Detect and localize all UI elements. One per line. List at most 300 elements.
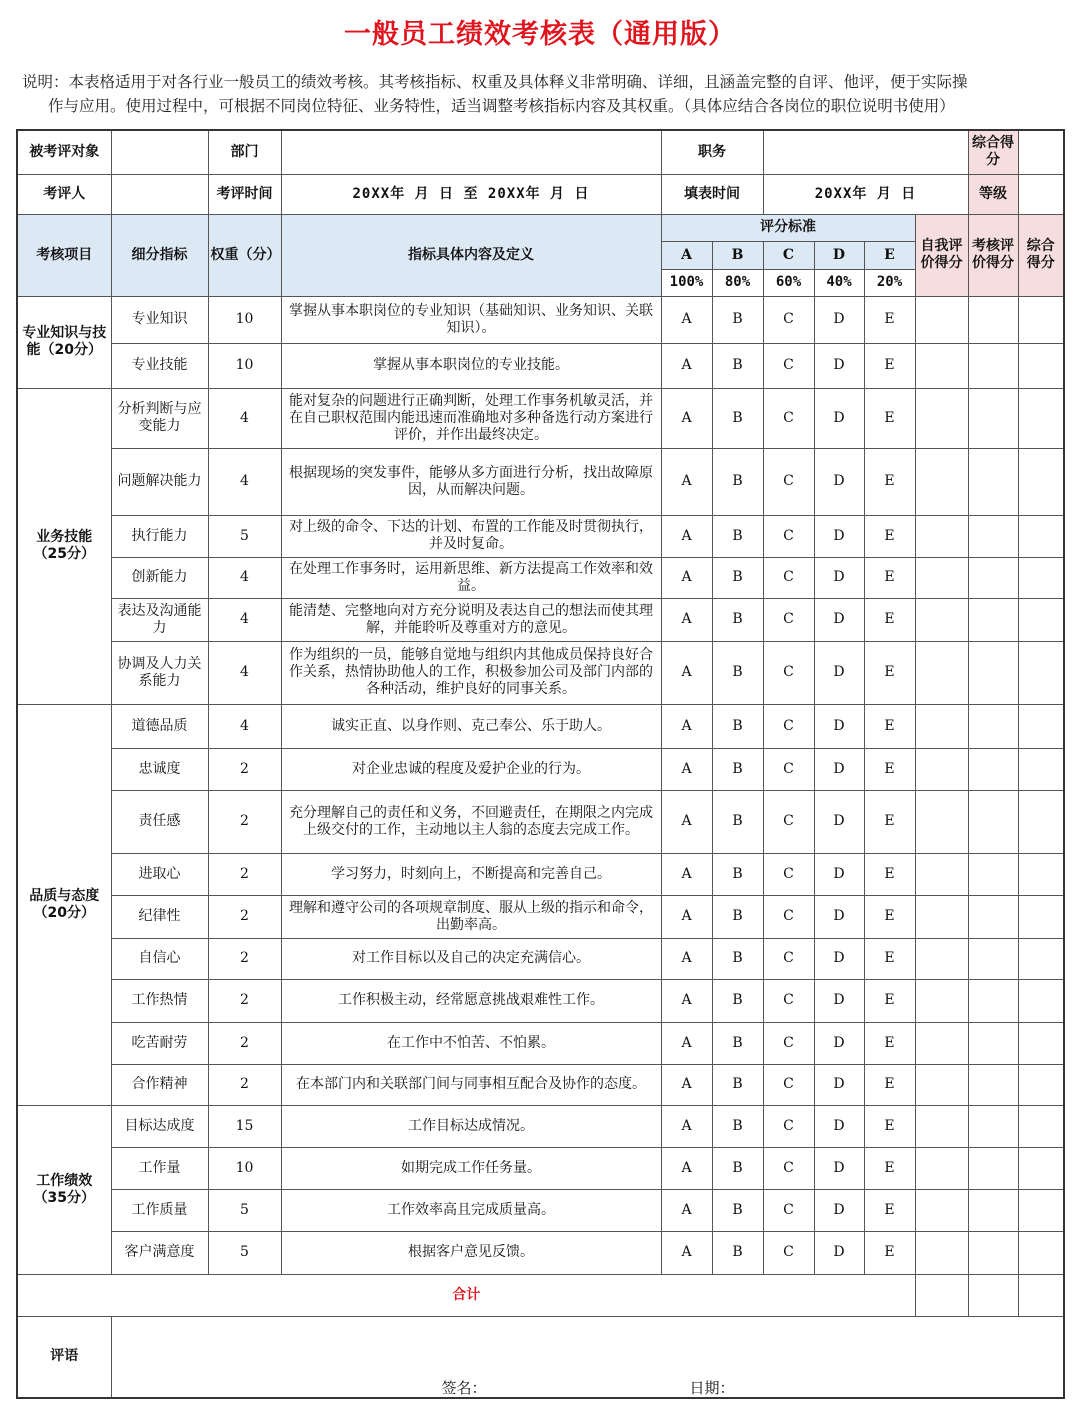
evaluator-label: 考评人 <box>17 174 111 214</box>
table-row <box>17 598 1064 641</box>
sub-indicator: 目标达成度 <box>111 1105 208 1147</box>
grade-option-e[interactable]: E <box>864 296 915 343</box>
grade-option-d[interactable]: D <box>814 343 864 388</box>
table-row <box>17 448 1064 515</box>
table-row <box>17 979 1064 1022</box>
grade-option-d[interactable]: D <box>814 1147 864 1189</box>
composite-label: 综合得分 <box>968 130 1018 174</box>
evaluator-input[interactable] <box>111 174 208 214</box>
review-score-cell[interactable] <box>968 1147 1018 1189</box>
dept-input[interactable] <box>281 130 661 174</box>
grade-option-a[interactable]: A <box>661 1064 712 1105</box>
indicator-definition: 工作目标达成情况。 <box>281 1105 661 1147</box>
indicator-definition: 在工作中不怕苦、不怕累。 <box>281 1022 661 1064</box>
table-row <box>17 790 1064 853</box>
self-score-cell[interactable] <box>915 748 968 790</box>
self-score-cell[interactable] <box>915 515 968 557</box>
total-label: 合计 <box>17 1274 915 1316</box>
header-standard: 评分标准 <box>661 214 915 241</box>
weight-value: 2 <box>208 895 281 938</box>
table-row <box>17 515 1064 557</box>
grade-option-d[interactable]: D <box>814 1189 864 1231</box>
grade-option-b[interactable]: B <box>712 448 763 515</box>
review-score-cell[interactable] <box>968 1231 1018 1274</box>
indicator-definition: 能清楚、完整地向对方充分说明及表达自己的想法而使其理解，并能聆听及尊重对方的意见。 <box>281 598 661 641</box>
composite-score-cell[interactable] <box>1018 448 1064 515</box>
composite-score-cell[interactable] <box>1018 1189 1064 1231</box>
self-score-cell[interactable] <box>915 979 968 1022</box>
table-row <box>17 1189 1064 1231</box>
grade-option-d[interactable]: D <box>814 895 864 938</box>
description-note <box>22 70 1067 118</box>
composite-score-cell[interactable] <box>1018 853 1064 895</box>
review-score-cell[interactable] <box>968 790 1018 853</box>
grade-option-a[interactable]: A <box>661 515 712 557</box>
grade-option-b[interactable]: B <box>712 1022 763 1064</box>
table-row <box>17 853 1064 895</box>
self-score-cell[interactable] <box>915 853 968 895</box>
composite-score-cell[interactable] <box>1018 598 1064 641</box>
comment-area[interactable] <box>111 1316 1064 1398</box>
sub-indicator: 协调及人力关系能力 <box>111 641 208 704</box>
review-score-cell[interactable] <box>968 1105 1018 1147</box>
header-composite: 综合得分 <box>1018 214 1064 296</box>
header-self: 自我评价得分 <box>915 214 968 296</box>
self-score-cell[interactable] <box>915 388 968 448</box>
sub-indicator: 道德品质 <box>111 704 208 748</box>
review-score-cell[interactable] <box>968 979 1018 1022</box>
composite-score-cell[interactable] <box>1018 1022 1064 1064</box>
table-row <box>17 895 1064 938</box>
category-quality-attitude: 品质与态度（20分） <box>17 704 111 1105</box>
grade-option-c[interactable]: C <box>763 790 814 853</box>
self-score-cell[interactable] <box>915 598 968 641</box>
weight-value: 2 <box>208 938 281 979</box>
grade-option-d[interactable]: D <box>814 748 864 790</box>
grade-option-d[interactable]: D <box>814 790 864 853</box>
indicator-definition: 在处理工作事务时，运用新思维、新方法提高工作效率和效益。 <box>281 557 661 598</box>
sub-indicator: 工作热情 <box>111 979 208 1022</box>
weight-value: 15 <box>208 1105 281 1147</box>
sub-indicator: 表达及沟通能力 <box>111 598 208 641</box>
table-row <box>17 641 1064 704</box>
weight-value: 2 <box>208 1064 281 1105</box>
grade-option-a[interactable]: A <box>661 704 712 748</box>
self-score-cell[interactable] <box>915 704 968 748</box>
grade-option-c[interactable]: C <box>763 598 814 641</box>
header-row-1 <box>17 214 1064 241</box>
grade-option-a[interactable]: A <box>661 1147 712 1189</box>
sub-indicator: 合作精神 <box>111 1064 208 1105</box>
self-score-cell[interactable] <box>915 1105 968 1147</box>
sub-indicator: 执行能力 <box>111 515 208 557</box>
sub-indicator: 进取心 <box>111 853 208 895</box>
grade-option-e[interactable]: E <box>864 557 915 598</box>
weight-value: 4 <box>208 388 281 448</box>
self-score-cell[interactable] <box>915 1064 968 1105</box>
grade-option-b[interactable]: B <box>712 979 763 1022</box>
target-input[interactable] <box>111 130 208 174</box>
grade-option-c[interactable]: C <box>763 388 814 448</box>
grade-input[interactable] <box>1018 174 1064 214</box>
grade-option-d[interactable]: D <box>814 598 864 641</box>
self-score-cell[interactable] <box>915 1147 968 1189</box>
grade-option-c[interactable]: C <box>763 1105 814 1147</box>
grade-option-e[interactable]: E <box>864 704 915 748</box>
composite-score-cell[interactable] <box>1018 748 1064 790</box>
self-score-cell[interactable] <box>915 1189 968 1231</box>
grade-option-c[interactable]: C <box>763 979 814 1022</box>
position-label: 职务 <box>661 130 763 174</box>
grade-option-e[interactable]: E <box>864 790 915 853</box>
grade-option-a[interactable]: A <box>661 853 712 895</box>
composite-score-cell[interactable] <box>1018 515 1064 557</box>
grade-option-b[interactable]: B <box>712 790 763 853</box>
grade-option-b[interactable]: B <box>712 704 763 748</box>
composite-score-cell[interactable] <box>1018 790 1064 853</box>
grade-option-c[interactable]: C <box>763 704 814 748</box>
sub-indicator: 问题解决能力 <box>111 448 208 515</box>
composite-input[interactable] <box>1018 130 1064 174</box>
self-score-cell[interactable] <box>915 790 968 853</box>
grade-option-b[interactable]: B <box>712 1105 763 1147</box>
indicator-definition: 如期完成工作任务量。 <box>281 1147 661 1189</box>
grade-option-e[interactable]: E <box>864 1147 915 1189</box>
fill-value[interactable]: 20XX年 月 日 <box>763 174 968 214</box>
grade-option-e[interactable]: E <box>864 388 915 448</box>
indicator-definition: 理解和遵守公司的各项规章制度、服从上级的指示和命令，出勤率高。 <box>281 895 661 938</box>
self-score-cell[interactable] <box>915 296 968 343</box>
grade-option-e[interactable]: E <box>864 938 915 979</box>
weight-value: 10 <box>208 343 281 388</box>
grade-option-a[interactable]: A <box>661 1105 712 1147</box>
grade-option-d[interactable]: D <box>814 704 864 748</box>
indicator-definition: 对工作目标以及自己的决定充满信心。 <box>281 938 661 979</box>
review-score-cell[interactable] <box>968 1064 1018 1105</box>
review-score-cell[interactable] <box>968 748 1018 790</box>
review-score-cell[interactable] <box>968 343 1018 388</box>
table-row <box>17 1105 1064 1147</box>
grade-option-d[interactable]: D <box>814 979 864 1022</box>
indicator-definition: 充分理解自己的责任和义务，不回避责任，在期限之内完成上级交付的工作，主动地以主人翁的态度去完成工作。 <box>281 790 661 853</box>
grade-option-d[interactable]: D <box>814 853 864 895</box>
indicator-definition: 对上级的命令、下达的计划、布置的工作能及时贯彻执行，并及时复命。 <box>281 515 661 557</box>
self-score-cell[interactable] <box>915 938 968 979</box>
target-label: 被考评对象 <box>17 130 111 174</box>
total-self[interactable] <box>915 1274 968 1316</box>
grade-option-b[interactable]: B <box>712 515 763 557</box>
grade-option-d[interactable]: D <box>814 938 864 979</box>
grade-option-b[interactable]: B <box>712 641 763 704</box>
grade-option-a[interactable]: A <box>661 1231 712 1274</box>
grade-option-c[interactable]: C <box>763 557 814 598</box>
sub-indicator: 责任感 <box>111 790 208 853</box>
grade-option-d[interactable]: D <box>814 1064 864 1105</box>
grade-option-d[interactable]: D <box>814 1231 864 1274</box>
percent-c: 60% <box>763 269 814 296</box>
dept-label: 部门 <box>208 130 281 174</box>
grade-a-header: A <box>661 241 712 269</box>
grade-option-a[interactable]: A <box>661 1022 712 1064</box>
composite-score-cell[interactable] <box>1018 557 1064 598</box>
header-sub: 细分指标 <box>111 214 208 296</box>
review-score-cell[interactable] <box>968 938 1018 979</box>
grade-option-d[interactable]: D <box>814 515 864 557</box>
sub-indicator: 专业技能 <box>111 343 208 388</box>
sub-indicator: 工作量 <box>111 1147 208 1189</box>
table-row <box>17 557 1064 598</box>
table-row <box>17 1231 1064 1274</box>
grade-option-a[interactable]: A <box>661 296 712 343</box>
info-row-2 <box>17 174 1064 214</box>
grade-option-e[interactable]: E <box>864 641 915 704</box>
comment-row <box>17 1316 1064 1398</box>
weight-value: 4 <box>208 641 281 704</box>
grade-option-e[interactable]: E <box>864 343 915 388</box>
sub-indicator: 分析判断与应变能力 <box>111 388 208 448</box>
grade-option-b[interactable]: B <box>712 1147 763 1189</box>
grade-option-d[interactable]: D <box>814 1022 864 1064</box>
weight-value: 5 <box>208 1189 281 1231</box>
weight-value: 4 <box>208 557 281 598</box>
composite-score-cell[interactable] <box>1018 1105 1064 1147</box>
weight-value: 4 <box>208 704 281 748</box>
indicator-definition: 掌握从事本职岗位的专业技能。 <box>281 343 661 388</box>
indicator-definition: 工作效率高且完成质量高。 <box>281 1189 661 1231</box>
grade-option-b[interactable]: B <box>712 748 763 790</box>
percent-b: 80% <box>712 269 763 296</box>
table-row <box>17 1147 1064 1189</box>
grade-option-b[interactable]: B <box>712 598 763 641</box>
sub-indicator: 吃苦耐劳 <box>111 1022 208 1064</box>
grade-d-header: D <box>814 241 864 269</box>
review-score-cell[interactable] <box>968 388 1018 448</box>
weight-value: 2 <box>208 853 281 895</box>
weight-value: 2 <box>208 790 281 853</box>
self-score-cell[interactable] <box>915 641 968 704</box>
comment-label: 评语 <box>17 1316 111 1398</box>
total-composite[interactable] <box>1018 1274 1064 1316</box>
indicator-definition: 学习努力，时刻向上，不断提高和完善自己。 <box>281 853 661 895</box>
grade-option-a[interactable]: A <box>661 979 712 1022</box>
time-value[interactable]: 20XX年 月 日 至 20XX年 月 日 <box>281 174 661 214</box>
composite-score-cell[interactable] <box>1018 343 1064 388</box>
percent-d: 40% <box>814 269 864 296</box>
grade-option-e[interactable]: E <box>864 1064 915 1105</box>
grade-option-e[interactable]: E <box>864 979 915 1022</box>
grade-option-e[interactable]: E <box>864 448 915 515</box>
category-professional: 专业知识与技能（20分） <box>17 296 111 388</box>
grade-option-e[interactable]: E <box>864 1189 915 1231</box>
grade-option-c[interactable]: C <box>763 448 814 515</box>
table-row <box>17 343 1064 388</box>
sign-label: 签名： <box>441 1379 487 1397</box>
grade-option-c[interactable]: C <box>763 1064 814 1105</box>
weight-value: 4 <box>208 598 281 641</box>
sub-indicator: 客户满意度 <box>111 1231 208 1274</box>
grade-option-c[interactable]: C <box>763 895 814 938</box>
composite-score-cell[interactable] <box>1018 938 1064 979</box>
grade-option-b[interactable]: B <box>712 1231 763 1274</box>
header-weight: 权重（分） <box>208 214 281 296</box>
composite-score-cell[interactable] <box>1018 388 1064 448</box>
grade-option-d[interactable]: D <box>814 641 864 704</box>
composite-score-cell[interactable] <box>1018 895 1064 938</box>
review-score-cell[interactable] <box>968 641 1018 704</box>
grade-option-c[interactable]: C <box>763 296 814 343</box>
weight-value: 5 <box>208 1231 281 1274</box>
grade-option-b[interactable]: B <box>712 557 763 598</box>
percent-e: 20% <box>864 269 915 296</box>
review-score-cell[interactable] <box>968 704 1018 748</box>
grade-option-b[interactable]: B <box>712 1189 763 1231</box>
review-score-cell[interactable] <box>968 296 1018 343</box>
grade-option-c[interactable]: C <box>763 1231 814 1274</box>
grade-option-a[interactable]: A <box>661 938 712 979</box>
weight-value: 4 <box>208 448 281 515</box>
grade-c-header: C <box>763 241 814 269</box>
category-business-skill: 业务技能（25分） <box>17 388 111 704</box>
sub-indicator: 工作质量 <box>111 1189 208 1231</box>
review-score-cell[interactable] <box>968 1022 1018 1064</box>
grade-option-a[interactable]: A <box>661 1189 712 1231</box>
grade-option-c[interactable]: C <box>763 343 814 388</box>
grade-option-a[interactable]: A <box>661 343 712 388</box>
self-score-cell[interactable] <box>915 448 968 515</box>
grade-label: 等级 <box>968 174 1018 214</box>
self-score-cell[interactable] <box>915 557 968 598</box>
header-item: 考核项目 <box>17 214 111 296</box>
grade-option-b[interactable]: B <box>712 895 763 938</box>
grade-option-e[interactable]: E <box>864 1231 915 1274</box>
review-score-cell[interactable] <box>968 1189 1018 1231</box>
category-work-performance: 工作绩效（35分） <box>17 1105 111 1274</box>
grade-b-header: B <box>712 241 763 269</box>
position-input[interactable] <box>763 130 968 174</box>
grade-option-d[interactable]: D <box>814 296 864 343</box>
grade-option-c[interactable]: C <box>763 938 814 979</box>
grade-option-d[interactable]: D <box>814 1105 864 1147</box>
indicator-definition: 对企业忠诚的程度及爱护企业的行为。 <box>281 748 661 790</box>
grade-option-a[interactable]: A <box>661 448 712 515</box>
composite-score-cell[interactable] <box>1018 641 1064 704</box>
indicator-definition: 根据现场的突发事件，能够从多方面进行分析，找出故障原因，从而解决问题。 <box>281 448 661 515</box>
composite-score-cell[interactable] <box>1018 979 1064 1022</box>
grade-option-d[interactable]: D <box>814 448 864 515</box>
grade-option-a[interactable]: A <box>661 790 712 853</box>
self-score-cell[interactable] <box>915 1231 968 1274</box>
indicator-definition: 掌握从事本职岗位的专业知识（基础知识、业务知识、关联知识）。 <box>281 296 661 343</box>
page-title: 一般员工绩效考核表（通用版） <box>344 19 736 50</box>
grade-option-c[interactable]: C <box>763 1022 814 1064</box>
total-row <box>17 1274 1064 1316</box>
grade-option-c[interactable]: C <box>763 1189 814 1231</box>
grade-option-e[interactable]: E <box>864 598 915 641</box>
grade-option-e[interactable]: E <box>864 1022 915 1064</box>
indicator-definition: 作为组织的一员，能够自觉地与组织内其他成员保持良好合作关系，热情协助他人的工作，积极参加公司及部门内部的各种活动，维护良好的同事关系。 <box>281 641 661 704</box>
self-score-cell[interactable] <box>915 343 968 388</box>
grade-option-a[interactable]: A <box>661 641 712 704</box>
table-row <box>17 388 1064 448</box>
grade-option-c[interactable]: C <box>763 1147 814 1189</box>
indicator-definition: 工作积极主动，经常愿意挑战艰难性工作。 <box>281 979 661 1022</box>
date-label: 日期： <box>689 1379 735 1397</box>
note-line-1: 说明：本表格适用于对各行业一般员工的绩效考核。其考核指标、权重及具体释义非常明确、详细，且涵盖完整的自评、他评，便于实际操 <box>22 73 968 91</box>
weight-value: 5 <box>208 515 281 557</box>
review-score-cell[interactable] <box>968 515 1018 557</box>
grade-option-e[interactable]: E <box>864 853 915 895</box>
table-row <box>17 1064 1064 1105</box>
grade-option-d[interactable]: D <box>814 557 864 598</box>
weight-value: 2 <box>208 1022 281 1064</box>
composite-score-cell[interactable] <box>1018 1231 1064 1274</box>
grade-option-b[interactable]: B <box>712 1064 763 1105</box>
composite-score-cell[interactable] <box>1018 704 1064 748</box>
weight-value: 2 <box>208 748 281 790</box>
weight-value: 10 <box>208 296 281 343</box>
weight-value: 2 <box>208 979 281 1022</box>
table-row <box>17 704 1064 748</box>
self-score-cell[interactable] <box>915 1022 968 1064</box>
sub-indicator: 忠诚度 <box>111 748 208 790</box>
grade-option-e[interactable]: E <box>864 1105 915 1147</box>
indicator-definition: 诚实正直、以身作则、克己奉公、乐于助人。 <box>281 704 661 748</box>
grade-option-b[interactable]: B <box>712 938 763 979</box>
grade-option-b[interactable]: B <box>712 296 763 343</box>
review-score-cell[interactable] <box>968 853 1018 895</box>
grade-option-a[interactable]: A <box>661 388 712 448</box>
grade-option-b[interactable]: B <box>712 388 763 448</box>
grade-option-c[interactable]: C <box>763 853 814 895</box>
grade-option-d[interactable]: D <box>814 388 864 448</box>
fill-label: 填表时间 <box>661 174 763 214</box>
grade-option-b[interactable]: B <box>712 343 763 388</box>
table-row <box>17 748 1064 790</box>
weight-value: 10 <box>208 1147 281 1189</box>
review-score-cell[interactable] <box>968 895 1018 938</box>
grade-option-c[interactable]: C <box>763 748 814 790</box>
grade-option-e[interactable]: E <box>864 748 915 790</box>
total-review[interactable] <box>968 1274 1018 1316</box>
grade-option-a[interactable]: A <box>661 557 712 598</box>
composite-score-cell[interactable] <box>1018 296 1064 343</box>
time-label: 考评时间 <box>208 174 281 214</box>
grade-option-a[interactable]: A <box>661 598 712 641</box>
self-score-cell[interactable] <box>915 895 968 938</box>
composite-score-cell[interactable] <box>1018 1064 1064 1105</box>
grade-option-a[interactable]: A <box>661 748 712 790</box>
grade-option-c[interactable]: C <box>763 641 814 704</box>
sub-indicator: 创新能力 <box>111 557 208 598</box>
review-score-cell[interactable] <box>968 598 1018 641</box>
indicator-definition: 根据客户意见反馈。 <box>281 1231 661 1274</box>
composite-score-cell[interactable] <box>1018 1147 1064 1189</box>
grade-option-e[interactable]: E <box>864 515 915 557</box>
grade-option-b[interactable]: B <box>712 853 763 895</box>
note-line-2: 作与应用。使用过程中，可根据不同岗位特征、业务特性，适当调整考核指标内容及其权重。（具体应结合各岗位的职位说明书使用） <box>48 97 955 115</box>
indicator-definition: 在本部门内和关联部门间与同事相互配合及协作的态度。 <box>281 1064 661 1105</box>
review-score-cell[interactable] <box>968 557 1018 598</box>
header-review: 考核评价得分 <box>968 214 1018 296</box>
grade-option-a[interactable]: A <box>661 895 712 938</box>
table-row <box>17 938 1064 979</box>
sub-indicator: 专业知识 <box>111 296 208 343</box>
table-row <box>17 1022 1064 1064</box>
indicator-definition: 能对复杂的问题进行正确判断，处理工作事务机敏灵活，并在自己职权范围内能迅速而准确地对多种备选行动方案进行评价，并作出最终决定。 <box>281 388 661 448</box>
grade-option-e[interactable]: E <box>864 895 915 938</box>
grade-option-c[interactable]: C <box>763 515 814 557</box>
review-score-cell[interactable] <box>968 448 1018 515</box>
